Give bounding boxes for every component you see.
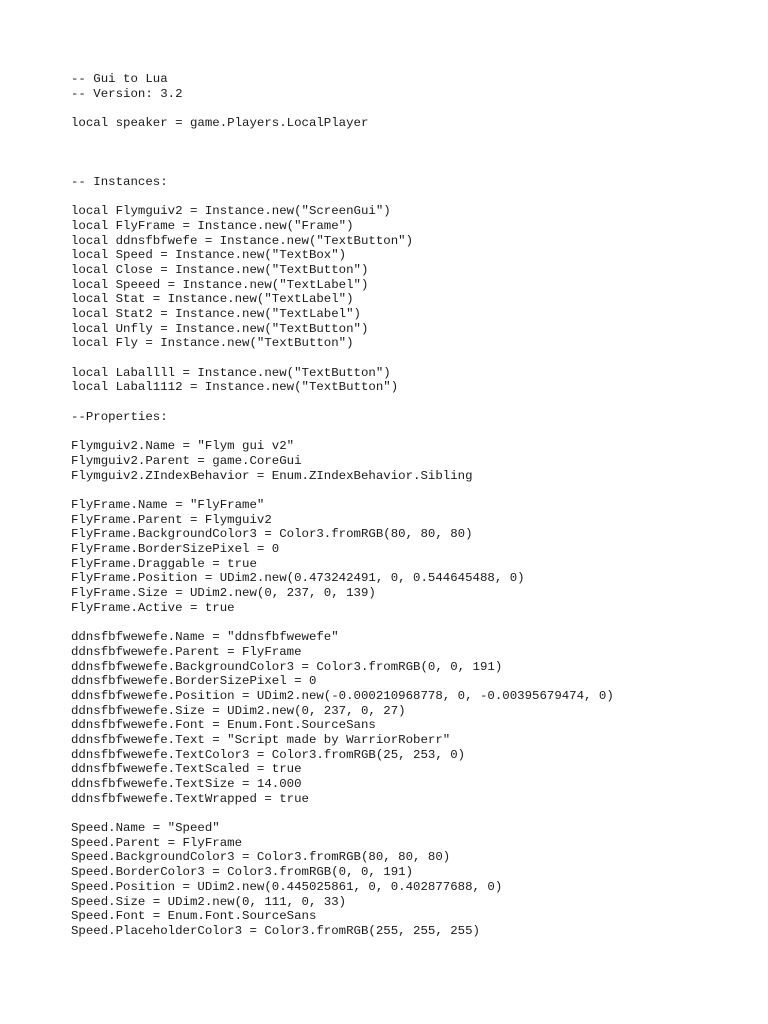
code-line: Speed.Position = UDim2.new(0.445025861, 0, 0.402877688, 0) bbox=[71, 879, 503, 894]
code-line: Speed.Size = UDim2.new(0, 111, 0, 33) bbox=[71, 894, 347, 909]
code-line: ddnsfbfwewefe.Parent = FlyFrame bbox=[71, 644, 302, 659]
code-line: local Stat = Instance.new("TextLabel") bbox=[71, 292, 354, 307]
code-line: Flymguiv2.Parent = game.CoreGui bbox=[71, 453, 302, 468]
code-line: Speed.Name = "Speed" bbox=[71, 821, 220, 836]
code-line: ddnsfbfwewefe.TextColor3 = Color3.fromRGB(25, 253, 0) bbox=[71, 747, 466, 762]
code-line: local FlyFrame = Instance.new("Frame") bbox=[71, 218, 354, 233]
code-line: FlyFrame.Parent = Flymguiv2 bbox=[71, 512, 272, 527]
code-line: ddnsfbfwewefe.Font = Enum.Font.SourceSans bbox=[71, 718, 376, 733]
code-line: ddnsfbfwewefe.Position = UDim2.new(-0.000210968778, 0, -0.00395679474, 0) bbox=[71, 688, 614, 703]
code-line: -- Version: 3.2 bbox=[71, 86, 183, 101]
code-line: local Fly = Instance.new("TextButton") bbox=[71, 336, 354, 351]
code-line: local Laballll = Instance.new("TextButton") bbox=[71, 365, 391, 380]
code-line: local Stat2 = Instance.new("TextLabel") bbox=[71, 307, 361, 321]
code-line: local Speed = Instance.new("TextBox") bbox=[71, 248, 347, 263]
code-line: Flymguiv2.ZIndexBehavior = Enum.ZIndexBehavior.Sibling bbox=[71, 468, 473, 483]
code-line: local speaker = game.Players.LocalPlayer bbox=[71, 116, 369, 131]
code-line: ddnsfbfwewefe.BackgroundColor3 = Color3.fromRGB(0, 0, 191) bbox=[71, 659, 503, 674]
blank-line bbox=[71, 483, 751, 498]
code-line: ddnsfbfwewefe.TextSize = 14.000 bbox=[71, 777, 302, 791]
code-block bbox=[71, 72, 751, 939]
blank-line bbox=[71, 145, 751, 160]
code-line: FlyFrame.BorderSizePixel = 0 bbox=[71, 542, 280, 556]
code-line: --Properties: bbox=[71, 409, 168, 424]
code-line: -- Gui to Lua bbox=[71, 72, 168, 86]
code-line: FlyFrame.Active = true bbox=[71, 600, 235, 615]
code-line: Speed.BackgroundColor3 = Color3.fromRGB(80, 80, 80) bbox=[71, 850, 451, 865]
code-line: local Labal1112 = Instance.new("TextButton") bbox=[71, 380, 399, 395]
code-line: local ddnsfbfwefe = Instance.new("TextButton") bbox=[71, 233, 414, 248]
blank-line bbox=[71, 351, 751, 366]
code-line: ddnsfbfwewefe.TextScaled = true bbox=[71, 762, 302, 777]
code-line: Speed.PlaceholderColor3 = Color3.fromRGB(255, 255, 255) bbox=[71, 923, 480, 938]
code-line: local Close = Instance.new("TextButton") bbox=[71, 262, 369, 277]
blank-line bbox=[71, 101, 751, 116]
code-line: Speed.Font = Enum.Font.SourceSans bbox=[71, 909, 317, 924]
code-line: FlyFrame.Size = UDim2.new(0, 237, 0, 139) bbox=[71, 586, 376, 601]
code-line: ddnsfbfwewefe.BorderSizePixel = 0 bbox=[71, 674, 317, 689]
code-line: local Flymguiv2 = Instance.new("ScreenGui") bbox=[71, 204, 391, 219]
code-line: ddnsfbfwewefe.Size = UDim2.new(0, 237, 0, 27) bbox=[71, 703, 406, 718]
blank-line bbox=[71, 131, 751, 146]
code-line: ddnsfbfwewefe.TextWrapped = true bbox=[71, 791, 309, 806]
code-line: FlyFrame.Draggable = true bbox=[71, 556, 257, 571]
blank-line bbox=[71, 425, 751, 440]
code-line: local Unfly = Instance.new("TextButton") bbox=[71, 321, 369, 336]
blank-line bbox=[71, 160, 751, 175]
code-line: Flymguiv2.Name = "Flym gui v2" bbox=[71, 439, 295, 454]
code-line: -- Instances: bbox=[71, 174, 168, 189]
blank-line bbox=[71, 190, 751, 205]
code-line: FlyFrame.BackgroundColor3 = Color3.fromRGB(80, 80, 80) bbox=[71, 527, 473, 542]
code-line: FlyFrame.Position = UDim2.new(0.473242491, 0, 0.544645488, 0) bbox=[71, 571, 525, 586]
blank-line bbox=[71, 615, 751, 630]
blank-line bbox=[71, 806, 751, 821]
blank-line bbox=[71, 395, 751, 410]
code-line: Speed.Parent = FlyFrame bbox=[71, 835, 243, 850]
code-line: ddnsfbfwewefe.Text = "Script made by WarriorRoberr" bbox=[71, 732, 451, 747]
code-line: ddnsfbfwewefe.Name = "ddnsfbfwewefe" bbox=[71, 630, 339, 645]
code-line: Speed.BorderColor3 = Color3.fromRGB(0, 0, 191) bbox=[71, 865, 414, 880]
code-line: FlyFrame.Name = "FlyFrame" bbox=[71, 497, 265, 512]
code-line: local Speeed = Instance.new("TextLabel") bbox=[71, 277, 369, 292]
